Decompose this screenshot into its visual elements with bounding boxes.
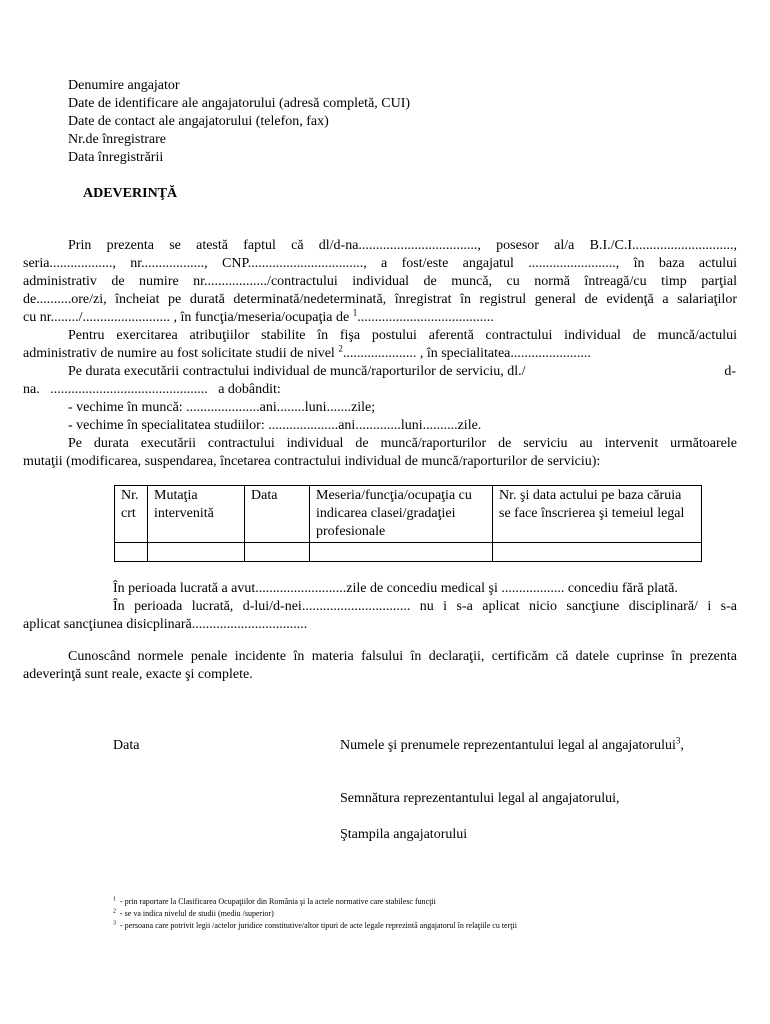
para1-line5-text: cu nr......../......................... , în funcţia/meseria/ocupaţia de [23, 310, 353, 325]
footnote-ref-2: 2 [338, 343, 343, 354]
table-header-nr: Nr. crt [115, 486, 148, 543]
sanction-line1: În perioada lucrată, d-lui/d-nei............................... nu i s-a aplicat nicio sancţiune disciplinară/ i s-a [113, 599, 737, 614]
table-cell [148, 543, 245, 562]
document-title: ADEVERINŢĂ [83, 186, 178, 201]
para3-line1-right: d- [724, 364, 736, 379]
footnote-3 [113, 921, 517, 931]
registration-number-label: Nr.de înregistrare [68, 132, 166, 147]
representative-name-text: Numele şi prenumele reprezentantului legal al angajatorului [340, 738, 676, 753]
para4-line1: Pe durata executării contractului individual de muncă/raporturilor de serviciu au intervenit următoarele [68, 436, 737, 451]
para1-line4: de..........ore/zi, încheiat pe durată determinată/nedeterminată, înregistrat în registrul general de evidenţă a salariaţilor [23, 292, 737, 307]
mutations-table [114, 485, 702, 562]
para2-line2-text: administrativ de numire au fost solicitate studii de nivel [23, 346, 339, 361]
table-row [115, 543, 702, 562]
table-cell [115, 543, 148, 562]
stamp-label: Ştampila angajatorului [340, 827, 468, 842]
date-label: Data [113, 738, 140, 753]
footnote-1-text: - prin raportare la Clasificarea Ocupaţiilor din România şi la actele normative care stabilesc funcţii [120, 897, 436, 906]
representative-name-comma: , [680, 738, 684, 753]
table-header-profession: Meseria/funcţia/ocupaţia cu indicarea clasei/gradaţiei profesionale [310, 486, 493, 543]
specialty-seniority-line: - vechime în specialitatea studiilor: ....................ani.............luni..........zile. [68, 418, 482, 433]
table-cell [310, 543, 493, 562]
certification-line2: adeverinţă sunt reale, exacte şi complete. [23, 667, 253, 682]
para1-line2: seria.................., nr.................., CNP................................., a fost/este angajatul ........................., în baza actului [23, 256, 737, 271]
footnote-2-mark: 2 [113, 908, 116, 915]
signature-label: Semnătura reprezentantului legal al angajatorului, [340, 791, 620, 806]
para2-line1: Pentru exercitarea atribuţiilor stabilite în fişa postului aferentă contractului individual de muncă/actului [68, 328, 737, 343]
employer-id-label: Date de identificare ale angajatorului (adresă completă, CUI) [68, 96, 411, 111]
footnote-2-text: - se va indica nivelul de studii (mediu /superior) [120, 909, 274, 918]
para1-line3: administrativ de numire nr................../contractului individual de muncă, cu normă întreagă/cu timp parţial [23, 274, 737, 289]
footnote-2 [113, 909, 274, 919]
footnote-ref-3: 3 [675, 735, 681, 746]
table-header-mutation: Mutaţia intervenită [148, 486, 245, 543]
employer-contact-label: Date de contact ale angajatorului (telefon, fax) [68, 114, 329, 129]
footnote-1-mark: 1 [113, 896, 116, 903]
medical-leave-line: În perioada lucrată a avut..........................zile de concediu medical şi .................. concediu fără plată. [113, 581, 678, 596]
certification-line1: Cunoscând normele penale incidente în materia falsului în declaraţii, certificăm că datele cuprinse în prezenta [68, 649, 737, 664]
para2-line2 [23, 345, 737, 363]
para4-line2: mutaţii (modificarea, suspendarea, încetarea contractului individual de muncă/raporturilor de serviciu): [23, 454, 601, 469]
work-seniority-line: - vechime în muncă: .....................ani........luni.......zile; [68, 400, 376, 415]
table-cell [493, 543, 702, 562]
footnote-3-mark: 3 [113, 920, 116, 927]
para2-line2-dots: ..................... , în specialitatea....................... [342, 346, 591, 361]
footnote-3-text: - persoana care potrivit legii /actelor juridice constitutive/altor tipuri de acte legale reprezintă angajatorul în relaţiile cu terţii [120, 921, 517, 930]
para1-line1: Prin prezenta se atestă faptul că dl/d-na.................................., posesor al/a B.I./C.I............................., [68, 238, 737, 253]
para1-line5 [23, 309, 737, 327]
para3-line1: Pe durata executării contractului individual de muncă/raporturilor de serviciu, dl./ [68, 364, 526, 379]
table-header-row [115, 486, 702, 543]
employer-name-label: Denumire angajator [68, 78, 180, 93]
representative-name-label [340, 737, 684, 755]
footnote-1 [113, 897, 436, 907]
registration-date-label: Data înregistrării [68, 150, 164, 165]
sanction-line2: aplicat sancţiunea disicplinară................................. [23, 617, 308, 632]
footnote-ref-1: 1 [352, 307, 358, 318]
table-header-act: Nr. şi data actului pe baza căruia se face înscrierea şi temeiul legal [493, 486, 702, 543]
para3-line2: na. ............................................. a dobândit: [23, 382, 281, 397]
para1-line5-dots: ....................................... [357, 310, 494, 325]
table-header-date: Data [245, 486, 310, 543]
table-cell [245, 543, 310, 562]
